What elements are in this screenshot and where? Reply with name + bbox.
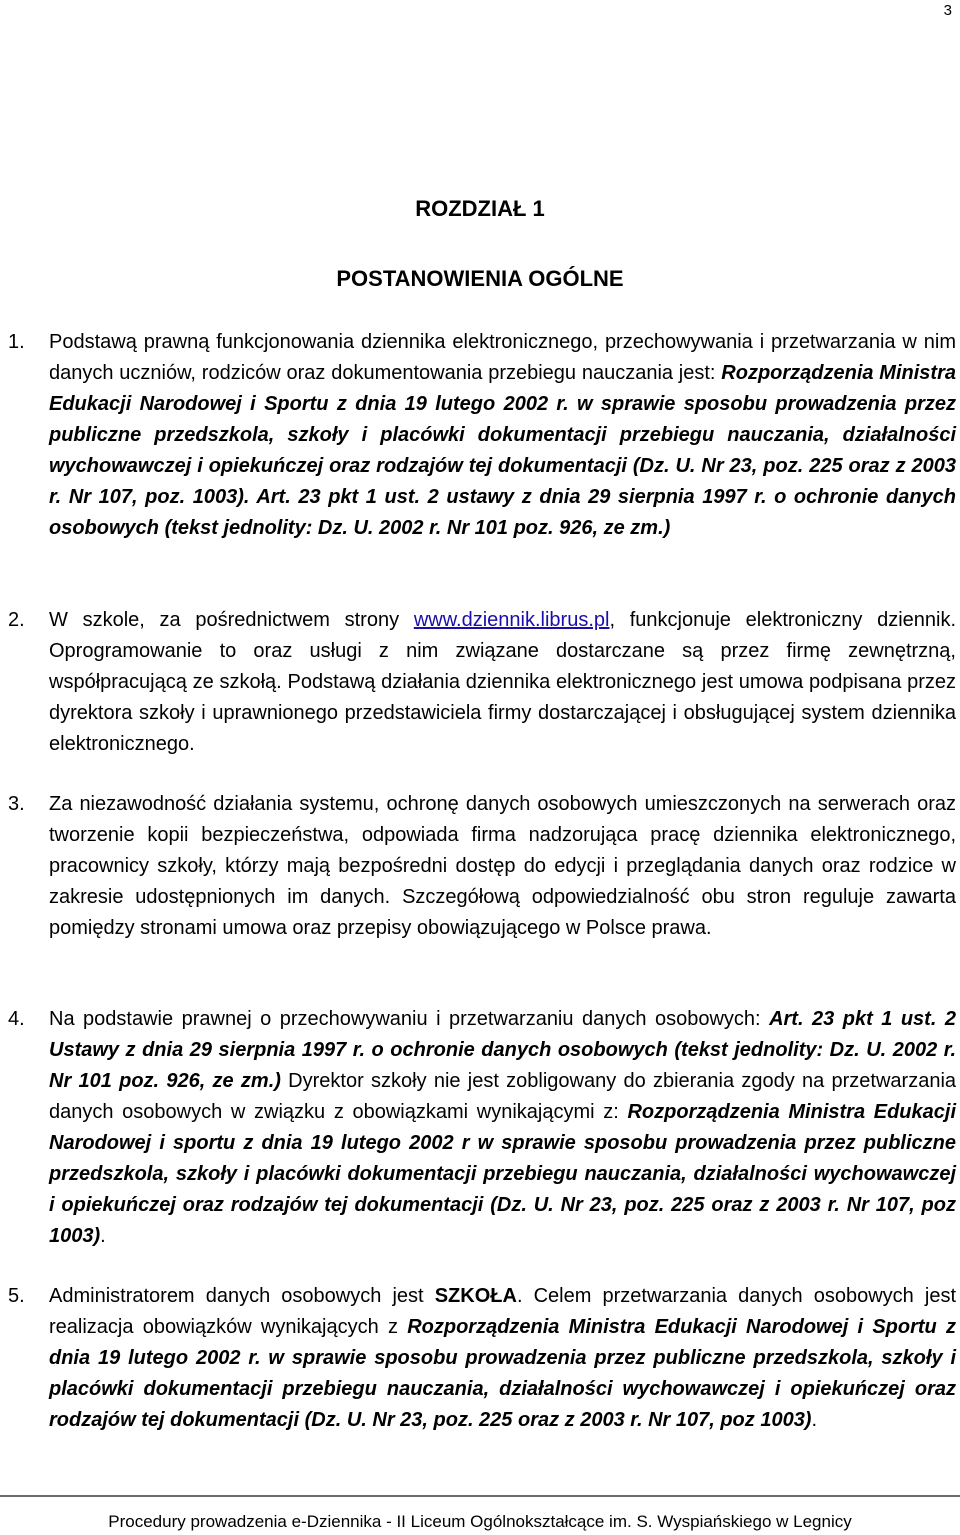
page-number: 3 <box>943 2 952 19</box>
text-run: , funkcjonuje elektroniczny dziennik. Oprogramowanie to oraz usługi z nim związane dostarczane są przez firmę zewnętrzną, współpracującą ze szkołą. Podstawą działania dziennika elektronicznego jest umowa podpisana przez dyrektora szkoły i uprawnionego przedstawiciela firmy dostarczającej i obsługującej system dziennika elektronicznego. <box>49 609 957 755</box>
item-number: 4. <box>8 1008 25 1030</box>
librus-link[interactable]: www.dziennik.librus.pl <box>413 609 610 631</box>
item-number: 3. <box>8 793 25 815</box>
section-title: POSTANOWIENIA OGÓLNE <box>336 266 624 291</box>
text-run: Za niezawodność działania systemu, ochronę danych osobowych umieszczonych na serwerach oraz tworzenie kopii bezpieczeństwa, odpowiada firma nadzorująca pracę dziennika elektronicznego, pracownicy szkoły, którzy mają bezpośredni dostęp do edycji i przeglądania danych oraz rodzice w zakresie udostępnionych im danych. Szczegółową odpowiedzialność obu stron reguluje zawarta pomiędzy stronami umowa oraz przepisy obowiązującego w Polsce prawa. <box>49 793 956 939</box>
text-run: . <box>811 1409 818 1431</box>
item-text <box>49 789 956 944</box>
item-number: 5. <box>8 1285 25 1307</box>
list-item <box>8 1004 956 1252</box>
text-run: W szkole, za pośrednictwem strony <box>49 609 414 631</box>
legal-reference: Rozporządzenia Ministra Edukacji Narodowej i Sportu z dnia 19 lutego 2002 r. w sprawie sposobu prowadzenia przez publiczne przedszkola, szkoły i placówki dokumentacji przebiegu nauczania, działalności wychowawczej i opiekuńczej oraz rodzajów tej dokumentacji (Dz. U. Nr 23, poz. 225 oraz z 2003 r. Nr 107, poz 1003) <box>49 1316 956 1431</box>
item-text <box>49 1004 956 1252</box>
text-run: Administratorem danych osobowych jest <box>49 1285 435 1307</box>
text-run: Podstawą prawną funkcjonowania dziennika elektronicznego, przechowywania i przetwarzania w nim danych uczniów, rodziców oraz dokumentowania przebiegu nauczania jest: <box>49 331 956 384</box>
item-text <box>49 327 956 544</box>
legal-reference: Rozporządzenia Ministra Edukacji Narodowej i Sportu z dnia 19 lutego 2002 r. w sprawie sposobu prowadzenia przez publiczne przedszkola, szkoły i placówki dokumentacji przebiegu nauczania, działalności wychowawczej i opiekuńczej oraz rodzajów tej dokumentacji (Dz. U. Nr 23, poz. 225 oraz z 2003 r. Nr 107, poz. 1003). Art. 23 pkt 1 ust. 2 ustawy z dnia 29 sierpnia 1997 r. o ochronie danych osobowych (tekst jednolity: Dz. U. 2002 r. Nr 101 poz. 926, ze zm.) <box>49 362 956 539</box>
page-footer: Procedury prowadzenia e-Dziennika - II Liceum Ogólnokształcące im. S. Wyspiańskiego w Legnicy <box>108 1512 852 1531</box>
legal-reference: Rozporządzenia Ministra Edukacji Narodowej i sportu z dnia 19 lutego 2002 r w sprawie sposobu prowadzenia przez publiczne przedszkola, szkoły i placówki dokumentacji przebiegu nauczania, działalności wychowawczej i opiekuńczej oraz rodzajów tej dokumentacji (Dz. U. Nr 23, poz. 225 oraz z 2003 r. Nr 107, poz 1003) <box>49 1101 957 1247</box>
list-item <box>8 789 956 944</box>
item-number: 1. <box>8 331 25 353</box>
footer-divider <box>0 1495 960 1497</box>
chapter-title: ROZDZIAŁ 1 <box>415 196 545 221</box>
item-number: 2. <box>8 609 25 631</box>
list-item <box>8 327 956 544</box>
legal-reference: Art. 23 pkt 1 ust. 2 Ustawy z dnia 29 sierpnia 1997 r. o ochronie danych osobowych (tekst jednolity: Dz. U. 2002 r. Nr 101 poz. 926, ze zm.) <box>49 1008 957 1092</box>
list-item <box>8 605 956 760</box>
text-run: . <box>100 1225 106 1247</box>
administrator-name: SZKOŁA <box>434 1285 517 1307</box>
text-run: . Celem przetwarzania danych osobowych jest realizacja obowiązków wynikających z <box>49 1285 957 1338</box>
list-item <box>8 1281 956 1436</box>
item-text <box>49 1281 956 1436</box>
text-run: Na podstawie prawnej o przechowywaniu i przetwarzaniu danych osobowych: <box>49 1008 770 1030</box>
text-run: Dyrektor szkoły nie jest zobligowany do zbierania zgody na przetwarzania danych osobowych w związku z obowiązkami wynikającymi z: <box>49 1070 957 1123</box>
item-text <box>49 605 956 760</box>
